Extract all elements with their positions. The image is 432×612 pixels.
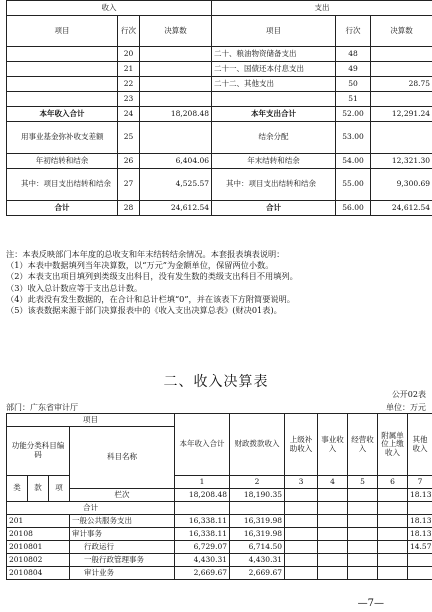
table-row [7, 77, 432, 92]
row-code: 2010804 [7, 567, 70, 580]
expense-rownum: 55.00 [336, 169, 371, 201]
row-value [348, 567, 378, 580]
expense-amount: 9,300.69 [371, 169, 432, 201]
expense-rownum: 50 [336, 77, 371, 92]
col-amount: 决算数 [371, 16, 432, 47]
expense-rownum: 56.00 [336, 201, 371, 216]
row-value [318, 541, 348, 554]
income-item [7, 62, 118, 77]
col-num: 1 [175, 476, 230, 489]
row-value: 6,729.07 [175, 541, 230, 554]
row-code: 20108 [7, 528, 70, 541]
row-value [408, 554, 432, 567]
row-value [378, 541, 408, 554]
col-rownum: 行次 [118, 16, 140, 47]
income-item: 本年收入合计 [7, 107, 118, 122]
table-row [7, 154, 432, 169]
table-row [7, 528, 432, 541]
income-item [7, 77, 118, 92]
total-value [348, 489, 378, 502]
expense-item: 结余分配 [212, 122, 336, 154]
table-row [7, 554, 432, 567]
table-row [7, 541, 432, 554]
sub-xiang: 项 [49, 476, 70, 502]
department-label: 部门：广东省审计厅 [6, 403, 78, 412]
row-value [378, 528, 408, 541]
expense-item: 二十、粮油物资储备支出 [212, 47, 336, 62]
expense-header: 支出 [212, 1, 432, 16]
col-num: 4 [318, 476, 348, 489]
row-value [285, 554, 318, 567]
col-num: 2 [230, 476, 285, 489]
row-name: 审计事务 [70, 528, 175, 541]
income-rownum: 23 [118, 92, 140, 107]
sub-kuan: 款 [28, 476, 49, 502]
income-rownum: 28 [118, 201, 140, 216]
row-value: 14.57 [408, 541, 432, 554]
section-title: 二、收入决算表 [163, 374, 269, 390]
row-name: 行政运行 [70, 541, 175, 554]
blank-cell [348, 502, 378, 515]
col-affiliate: 附属单位上缴收入 [378, 414, 408, 476]
row-value [318, 567, 348, 580]
note-line: （1）本表中数据填列当年决算数，以“万元”为金额单位，保留两位小数。 [6, 260, 274, 271]
blank-cell [285, 502, 318, 515]
income-amount: 18,208.48 [140, 107, 212, 122]
total-value [378, 489, 408, 502]
income-rownum: 26 [118, 154, 140, 169]
header-project: 项目 [7, 414, 175, 427]
income-item: 用事业基金弥补收支差额 [7, 122, 118, 154]
income-amount [140, 62, 212, 77]
table-row [7, 92, 432, 107]
blank-cell [378, 502, 408, 515]
expense-item: 二十一、国债还本付息支出 [212, 62, 336, 77]
income-item: 其中：项目支出结转和结余 [7, 169, 118, 201]
income-item: 年初结转和结余 [7, 154, 118, 169]
income-amount: 24,612.54 [140, 201, 212, 216]
col-num: 7 [408, 476, 432, 489]
income-rownum: 22 [118, 77, 140, 92]
col-func-code: 功能分类科目编码 [7, 427, 70, 476]
expense-item: 合计 [212, 201, 336, 216]
col-item: 项目 [212, 16, 336, 47]
row-name: 审计业务 [70, 567, 175, 580]
row-value [348, 541, 378, 554]
total-value: 18,190.35 [230, 489, 285, 502]
row-value: 6,714.50 [230, 541, 285, 554]
col-business: 事业收入 [318, 414, 348, 476]
blank-cell [175, 502, 230, 515]
col-other: 其他收入 [408, 414, 432, 476]
row-value [348, 515, 378, 528]
table-row [7, 107, 432, 122]
row-value: 16,338.11 [175, 515, 230, 528]
col-fiscal: 财政拨款收入 [230, 414, 285, 476]
table-row [7, 122, 432, 154]
expense-rownum: 52.00 [336, 107, 371, 122]
blank-cell [230, 502, 285, 515]
expense-amount: 24,612.54 [371, 201, 432, 216]
blank-cell [408, 502, 432, 515]
income-amount: 6,404.06 [140, 154, 212, 169]
row-value [285, 528, 318, 541]
income-rownum: 27 [118, 169, 140, 201]
income-amount [140, 122, 212, 154]
total-value: 18.13 [408, 489, 432, 502]
table-code: 公开02表 [391, 390, 426, 399]
note-line: 注：本表反映部门本年度的总收支和年末结转结余情况。本套报表填表说明： [6, 249, 285, 259]
row-value [285, 515, 318, 528]
row-value [348, 554, 378, 567]
expense-item: 其中：项目支出结转和结余 [212, 169, 336, 201]
page-number: —7— [357, 598, 384, 609]
income-amount [140, 47, 212, 62]
note-line: （5）该表数据来源于部门决算报表中的《收入支出决算总表》(财决01表)。 [6, 305, 282, 316]
income-item [7, 92, 118, 107]
row-value: 4,430.31 [230, 554, 285, 567]
expense-amount: 12,291.24 [371, 107, 432, 122]
income-rownum: 20 [118, 47, 140, 62]
row-code: 2010801 [7, 541, 70, 554]
expense-amount [371, 47, 432, 62]
income-rownum: 21 [118, 62, 140, 77]
col-rownum: 行次 [336, 16, 371, 47]
table-row [7, 169, 432, 201]
col-num: 6 [378, 476, 408, 489]
row-value: 16,319.98 [230, 515, 285, 528]
expense-rownum: 54.00 [336, 154, 371, 169]
expense-rownum: 49 [336, 62, 371, 77]
expense-rownum: 48 [336, 47, 371, 62]
row-value [378, 515, 408, 528]
row-code: 2010802 [7, 554, 70, 567]
expense-amount: 12,321.30 [371, 154, 432, 169]
table-notes [6, 249, 426, 316]
col-amount: 决算数 [140, 16, 212, 47]
expense-amount: 28.75 [371, 77, 432, 92]
row-value [285, 541, 318, 554]
income-item [7, 47, 118, 62]
income-item: 合计 [7, 201, 118, 216]
note-line: （2）本表支出项目填列到类级支出科目，没有发生数的类级支出科目不用填列。 [6, 271, 298, 282]
lanci-label: 栏次 [70, 489, 175, 502]
note-line: （3）收入总计数应等于支出总计数。 [6, 282, 143, 293]
income-table [6, 413, 432, 580]
col-subject-name: 科目名称 [70, 427, 175, 489]
row-code: 201 [7, 515, 70, 528]
col-num: 5 [348, 476, 378, 489]
row-value [318, 515, 348, 528]
expense-amount [371, 122, 432, 154]
unit-label: 单位：万元 [386, 403, 426, 412]
total-label: 合计 [7, 502, 175, 515]
total-value [318, 489, 348, 502]
expense-amount [371, 92, 432, 107]
row-value: 4,430.31 [175, 554, 230, 567]
row-value: 16,338.11 [175, 528, 230, 541]
income-rownum: 24 [118, 107, 140, 122]
income-rownum: 25 [118, 122, 140, 154]
col-operation: 经营收入 [348, 414, 378, 476]
expense-item: 本年支出合计 [212, 107, 336, 122]
row-name: 一般行政管理事务 [70, 554, 175, 567]
row-value: 2,669.67 [230, 567, 285, 580]
blank-cell [318, 502, 348, 515]
expense-item: 二十二、其他支出 [212, 77, 336, 92]
row-name: 一般公共服务支出 [70, 515, 175, 528]
expense-rownum: 53.00 [336, 122, 371, 154]
summary-table [6, 0, 432, 216]
col-superior: 上级补助收入 [285, 414, 318, 476]
row-value [378, 554, 408, 567]
row-value [378, 567, 408, 580]
table-row [7, 201, 432, 216]
total-value: 18,208.48 [175, 489, 230, 502]
row-value [408, 567, 432, 580]
expense-rownum: 51 [336, 92, 371, 107]
table-row [7, 567, 432, 580]
table-row [7, 62, 432, 77]
table-row [7, 515, 432, 528]
row-value: 2,669.67 [175, 567, 230, 580]
income-header: 收入 [7, 1, 212, 16]
row-value: 18.13 [408, 528, 432, 541]
col-item: 项目 [7, 16, 118, 47]
row-value [318, 528, 348, 541]
income-amount [140, 77, 212, 92]
row-value [318, 554, 348, 567]
col-num: 3 [285, 476, 318, 489]
expense-amount [371, 62, 432, 77]
income-amount [140, 92, 212, 107]
total-value [285, 489, 318, 502]
sub-lei: 类 [7, 476, 28, 502]
note-line: （4）此表没有发生数据的，在合计和总计栏填“0”，并在该表下方附简要说明。 [6, 293, 295, 304]
income-amount: 4,525.57 [140, 169, 212, 201]
expense-item [212, 92, 336, 107]
table-row [7, 47, 432, 62]
col-total: 本年收入合计 [175, 414, 230, 476]
expense-item: 年末结转和结余 [212, 154, 336, 169]
row-value [348, 528, 378, 541]
row-value [285, 567, 318, 580]
row-value: 18.13 [408, 515, 432, 528]
row-value: 16,319.98 [230, 528, 285, 541]
